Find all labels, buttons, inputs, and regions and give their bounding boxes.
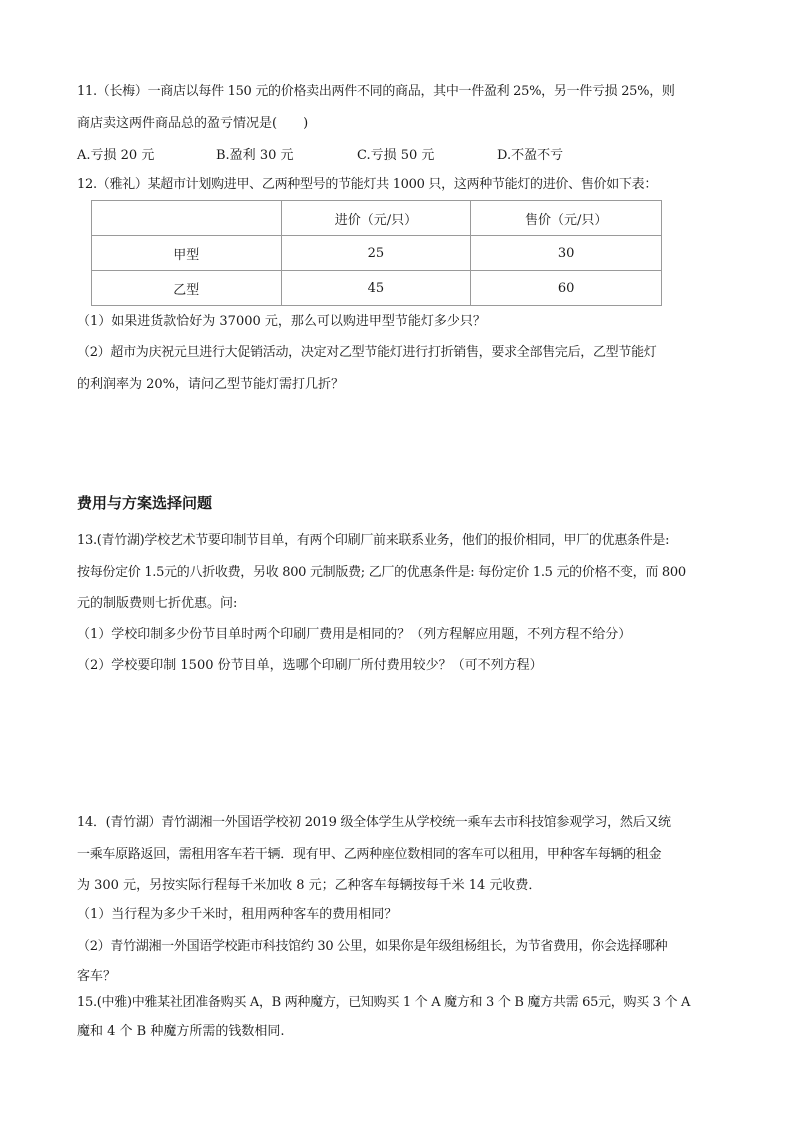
q13-line-1: 13.(青竹湖)学校艺术节要印制节目单，有两个印刷厂前来联系业务，他们的报价相同，甲厂的优惠条件是:: [77, 533, 670, 548]
q11-option-a: A.亏损 20 元: [77, 148, 155, 163]
q14-line-1: 14．(青竹湖）青竹湖湘一外国语学校初 2019 级全体学生从学校统一乘车去市科技馆参观学习，然后又统: [77, 815, 671, 830]
q11-option-b: B.盈利 30 元: [216, 148, 294, 163]
q14-line-3: 为 300 元，另按实际行程每千米加收 8 元；乙种客车每辆按每千米 14 元收费．: [77, 878, 542, 893]
table-header-cell: 售价（元/只）: [471, 201, 662, 236]
table-cell: 甲型: [92, 236, 282, 271]
q14-sub-1: （1）当行程为多少千米时，租用两种客车的费用相同？: [77, 907, 398, 922]
q13-line-3: 元的制版费则七折优惠。问:: [77, 596, 238, 611]
section-heading: 费用与方案选择问题: [77, 494, 213, 512]
table-header-row: [92, 201, 662, 236]
q12-sub-1: （1）如果进货款恰好为 37000 元，那么可以购进甲型节能灯多少只？: [77, 314, 486, 329]
q13-line-2: 按每份定价 1.5元的八折收费，另收 800 元制版费; 乙厂的优惠条件是: 每份定价 1.5 元的价格不变，而 800: [77, 565, 686, 580]
q15-line-1: 15.(中雅)中雅某社团准备购买 A，B 两种魔方，已知购买 1 个 A 魔方和 3 个 B 魔方共需 65元，购买 3 个 A: [77, 995, 691, 1010]
q15-line-2: 魔和 4 个 B 种魔方所需的钱数相同.: [77, 1024, 285, 1039]
q12-sub-2-line-1: （2）超市为庆祝元旦进行大促销活动，决定对乙型节能灯进行打折销售，要求全部售完后，乙型节能灯: [77, 345, 657, 360]
table-cell: 乙型: [92, 271, 282, 306]
table-cell: 25: [281, 236, 471, 271]
q11-line-1: 11.（长梅）一商店以每件 150 元的价格卖出两件不同的商品，其中一件盈利 25%，另一件亏损 25%，则: [77, 84, 675, 99]
q14-line-2: 一乘车原路返回，需租用客车若干辆．现有甲、乙两种座位数相同的客车可以租用，甲种客车每辆的租金: [77, 847, 662, 862]
q14-sub-2-line-1: （2）青竹湖湘一外国语学校距市科技馆约 30 公里，如果你是年级组杨组长，为节省费用，你会选择哪种: [77, 939, 668, 954]
price-table: [91, 200, 662, 306]
table-header-cell: [92, 201, 282, 236]
q11-options: [77, 146, 717, 166]
q13-sub-2: （2）学校要印制 1500 份节目单，选哪个印刷厂所付费用较少？（可不列方程）: [77, 658, 543, 673]
table-cell: 60: [471, 271, 662, 306]
q11-option-c: C.亏损 50 元: [357, 148, 435, 163]
table-header-cell: 进价（元/只）: [281, 201, 471, 236]
table-row: [92, 236, 662, 271]
table-cell: 30: [471, 236, 662, 271]
q11-option-d: D.不盈不亏: [497, 148, 564, 163]
table-cell: 45: [281, 271, 471, 306]
table-row: [92, 271, 662, 306]
q12-stem: 12.（雅礼）某超市计划购进甲、乙两种型号的节能灯共 1000 只，这两种节能灯的进价、售价如下表：: [77, 177, 658, 192]
q12-sub-2-line-2: 的利润率为 20%，请问乙型节能灯需打几折？: [77, 377, 345, 392]
q14-sub-2-line-2: 客车？: [77, 969, 117, 984]
q11-line-2: 商店卖这两件商品总的盈亏情况是( ): [77, 116, 309, 131]
q13-sub-1: （1）学校印制多少份节目单时两个印刷厂费用是相同的？（列方程解应用题，不列方程不给分）: [77, 627, 632, 642]
